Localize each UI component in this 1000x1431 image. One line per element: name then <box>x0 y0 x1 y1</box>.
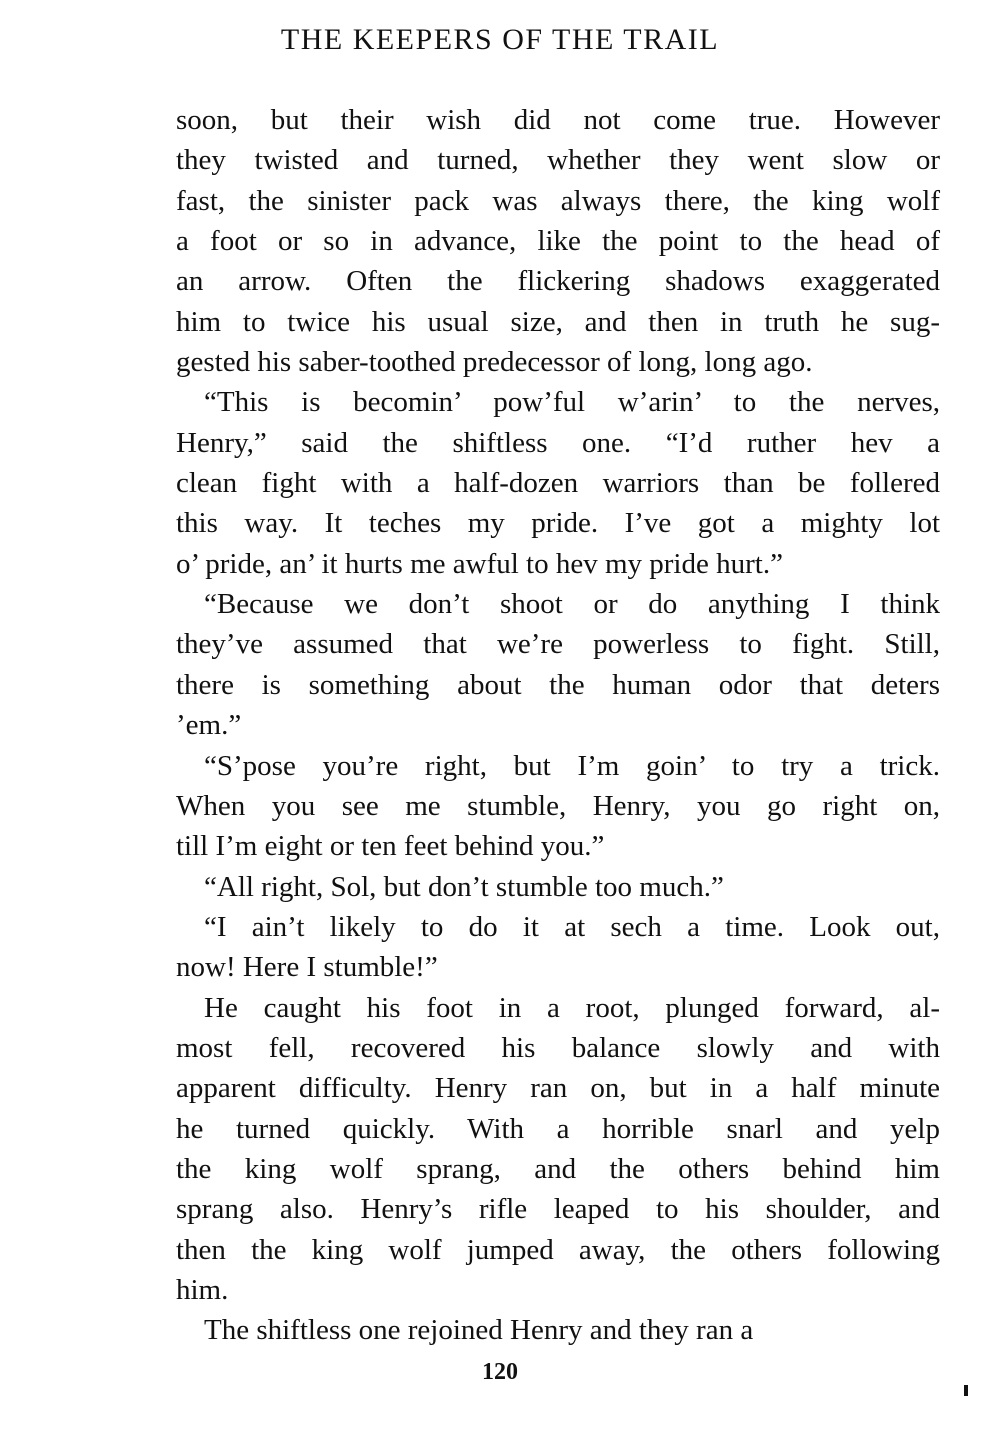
text-line: ’em.” <box>176 709 242 742</box>
paragraph <box>176 907 940 988</box>
paragraph <box>176 382 940 584</box>
paragraph <box>176 1310 940 1350</box>
text-line: now! Here I stumble!” <box>176 951 438 984</box>
text-line: him to twice his usual size, and then in truth he sug- <box>176 305 940 338</box>
text-line: The shiftless one rejoined Henry and they ran a <box>204 1314 754 1347</box>
text-line: a foot or so in advance, like the point to the head of <box>176 225 940 258</box>
text-line: him. <box>176 1273 229 1306</box>
text-line: there is something about the human odor that deters <box>176 668 940 701</box>
paragraph <box>176 746 940 867</box>
text-line: sprang also. Henry’s rifle leaped to his shoulder, and <box>176 1193 940 1226</box>
text-line: they’ve assumed that we’re powerless to fight. Still, <box>176 628 940 661</box>
page-body <box>176 100 940 1351</box>
paragraph <box>176 867 940 907</box>
text-line: “This is becomin’ pow’ful w’arin’ to the nerves, <box>204 386 940 419</box>
text-line: “I ain’t likely to do it at sech a time. Look out, <box>204 910 940 943</box>
text-line: the king wolf sprang, and the others behind him <box>176 1152 940 1185</box>
text-line: “S’pose you’re right, but I’m goin’ to try a trick. <box>204 749 940 782</box>
text-line: apparent difficulty. Henry ran on, but in a half minute <box>176 1072 940 1105</box>
text-line: this way. It teches my pride. I’ve got a mighty lot <box>176 507 940 540</box>
page-number: 120 <box>482 1359 518 1385</box>
text-line: Henry,” said the shiftless one. “I’d ruther hev a <box>176 426 940 459</box>
paragraph <box>176 988 940 1311</box>
text-line: When you see me stumble, Henry, you go right on, <box>176 789 940 822</box>
text-line: most fell, recovered his balance slowly and with <box>176 1031 940 1064</box>
paragraph <box>176 584 940 745</box>
text-line: o’ pride, an’ it hurts me awful to hev my pride hurt.” <box>176 547 783 580</box>
scan-speck <box>964 1385 968 1396</box>
text-line: they twisted and turned, whether they went slow or <box>176 144 940 177</box>
text-line: an arrow. Often the flickering shadows exaggerated <box>176 265 940 298</box>
text-line: till I’m eight or ten feet behind you.” <box>176 830 605 863</box>
text-line: “Because we don’t shoot or do anything I think <box>204 588 940 621</box>
text-line: he turned quickly. With a horrible snarl and yelp <box>176 1112 940 1145</box>
running-head: THE KEEPERS OF THE TRAIL <box>280 23 720 56</box>
text-line: gested his saber-toothed predecessor of long, long ago. <box>176 346 813 379</box>
text-line: “All right, Sol, but don’t stumble too much.” <box>204 870 724 903</box>
text-line: soon, but their wish did not come true. However <box>176 104 940 136</box>
text-line: fast, the sinister pack was always there, the king wolf <box>176 184 940 217</box>
text-line: then the king wolf jumped away, the others following <box>176 1233 940 1266</box>
text-line: clean fight with a half-dozen warriors than be follered <box>176 467 940 500</box>
text-line: He caught his foot in a root, plunged forward, al- <box>204 991 940 1024</box>
paragraph <box>176 100 940 382</box>
